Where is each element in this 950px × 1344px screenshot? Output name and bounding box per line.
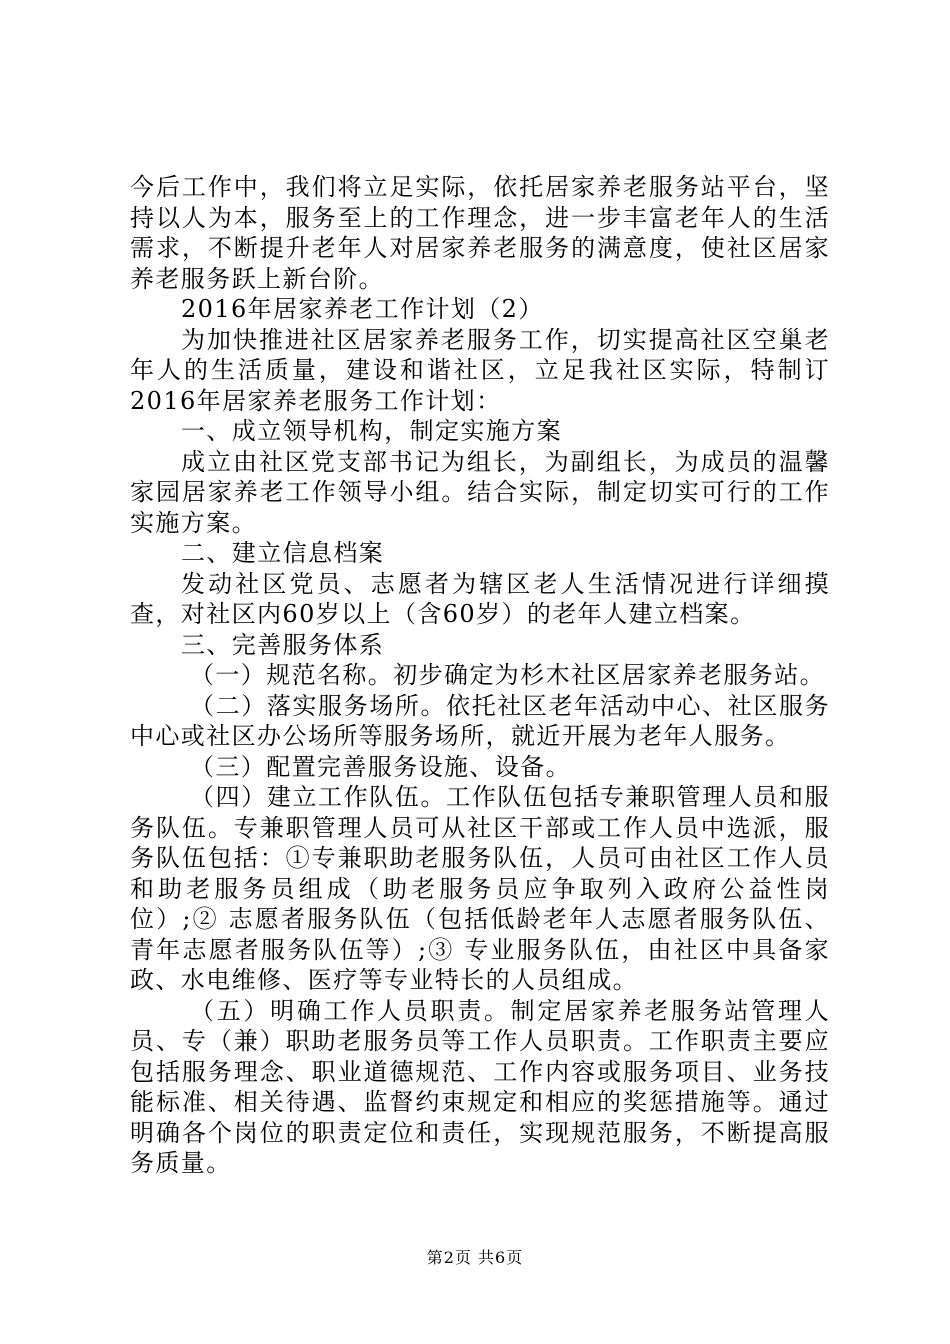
page-footer: 第2页 共6页 <box>426 1248 524 1267</box>
document-body <box>130 172 830 1179</box>
paragraph: 发动社区党员、志愿者为辖区老人生活情况进行详细摸查，对社区内60岁以上（含60岁）的老年人建立档案。 <box>130 569 830 628</box>
section-heading: 二、建立信息档案 <box>181 539 385 567</box>
sub-item: （一）规范名称。初步确定为杉木社区居家养老服务站。 <box>190 661 825 689</box>
sub-item: （二）落实服务场所。依托社区老年活动中心、社区服务中心或社区办公场所等服务场所，就近开展为老年人服务。 <box>130 691 830 750</box>
sub-item: （三）配置完善服务设施、设备。 <box>190 752 571 781</box>
sub-item: （五）明确工作人员职责。制定居家养老服务站管理人员、专（兼）职助老服务员等工作人员职责。工作职责主要应包括服务理念、职业道德规范、工作内容或服务项目、业务技能标准、相关待遇、监督约束规定和相应的奖惩措施等。通过明确各个岗位的职责定位和责任，实现规范服务，不断提高服务质量。 <box>130 996 830 1177</box>
paragraph: 为加快推进社区居家养老服务工作，切实提高社区空巢老年人的生活质量，建设和谐社区，立足我社区实际，特制订2016年居家养老服务工作计划： <box>130 325 830 415</box>
sub-item: （四）建立工作队伍。工作队伍包括专兼职管理人员和服务队伍。专兼职管理人员可从社区干部或工作人员中选派，服务队伍包括：①专兼职助老服务队伍，人员可由社区工作人员和助老服务员组成（助老服务员应争取列入政府公益性岗位）;② 志愿者服务队伍（包括低龄老年人志愿者服务队伍、青年志愿者服务队伍等）;③ 专业服务队伍，由社区中具备家政、水电维修、医疗等专业特长的人员组成。 <box>130 783 830 994</box>
paragraph: 今后工作中，我们将立足实际，依托居家养老服务站平台，坚持以人为本，服务至上的工作理念，进一步丰富老年人的生活需求，不断提升老年人对居家养老服务的满意度，使社区居家养老服务跃上新台阶。 <box>130 173 830 293</box>
paragraph: 成立由社区党支部书记为组长，为副组长，为成员的温馨家园居家养老工作领导小组。结合实际，制定切实可行的工作实施方案。 <box>130 447 830 537</box>
section-title: 2016年居家养老工作计划（2） <box>181 295 544 323</box>
section-heading: 一、成立领导机构，制定实施方案 <box>181 417 562 445</box>
section-heading: 三、完善服务体系 <box>181 630 385 659</box>
